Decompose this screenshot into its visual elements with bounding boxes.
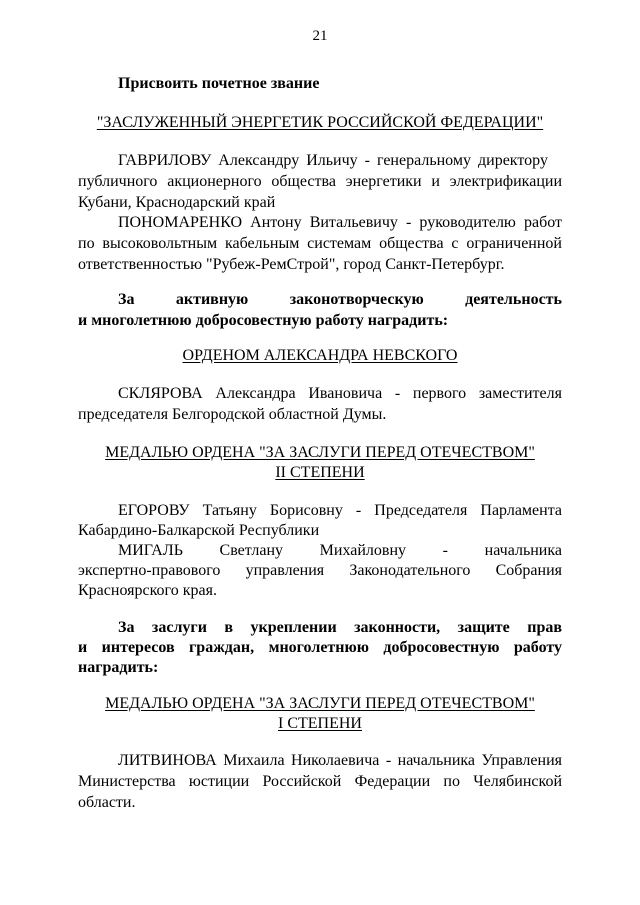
award-intro: За заслуги в укреплении законности, защите прав <box>118 619 562 636</box>
entry-line: ПОНОМАРЕНКО Антону Витальевичу - руководителю работ <box>118 214 562 231</box>
award-intro: и интересов граждан, многолетнюю добросовестную работу <box>78 639 562 656</box>
award-title: II СТЕПЕНИ <box>275 464 365 481</box>
award-intro: и многолетнюю добросовестную работу наградить: <box>78 312 449 329</box>
entry-line: ответственностью "Рубеж-РемСтрой", город Санкт-Петербург. <box>78 256 505 273</box>
entry-line: Министерства юстиции Российской Федерации по Челябинской <box>78 773 562 790</box>
award-title: МЕДАЛЬЮ ОРДЕНА "ЗА ЗАСЛУГИ ПЕРЕД ОТЕЧЕСТВОМ" <box>105 444 535 461</box>
entry-line: председателя Белгородской областной Думы. <box>78 406 387 423</box>
page-number: 21 <box>312 28 328 44</box>
award-title: I СТЕПЕНИ <box>278 715 362 732</box>
entry-line: области. <box>78 794 136 811</box>
award-title: "ЗАСЛУЖЕННЫЙ ЭНЕРГЕТИК РОССИЙСКОЙ ФЕДЕРАЦИИ" <box>96 114 544 131</box>
award-intro: Присвоить почетное звание <box>118 75 320 92</box>
entry-line: ГАВРИЛОВУ Александру Ильичу - генеральному директору <box>118 152 548 169</box>
entry-line: экспертно-правового управления Законодательного Собрания <box>78 562 562 579</box>
entry-line: публичного акционерного общества энергетики и электрификации <box>78 173 562 190</box>
award-intro: За активную законотворческую деятельность <box>118 291 562 308</box>
award-title: ОРДЕНОМ АЛЕКСАНДРА НЕВСКОГО <box>182 347 458 364</box>
entry-line: СКЛЯРОВА Александра Ивановича - первого заместителя <box>118 385 562 402</box>
entry-line: по высоковольтным кабельным системам общества с ограниченной <box>78 235 562 252</box>
award-intro: наградить: <box>78 659 159 676</box>
entry-line: Кабардино-Балкарской Республики <box>78 522 320 539</box>
entry-line: ЛИТВИНОВА Михаила Николаевича - начальника Управления <box>118 752 562 769</box>
entry-line: Кубани, Краснодарский край <box>78 194 276 211</box>
entry-line: Красноярского края. <box>78 582 217 599</box>
award-title: МЕДАЛЬЮ ОРДЕНА "ЗА ЗАСЛУГИ ПЕРЕД ОТЕЧЕСТВОМ" <box>105 695 535 712</box>
entry-line: МИГАЛЬ Светлану Михайловну - начальника <box>118 542 562 559</box>
entry-line: ЕГОРОВУ Татьяну Борисовну - Председателя Парламента <box>118 502 562 519</box>
